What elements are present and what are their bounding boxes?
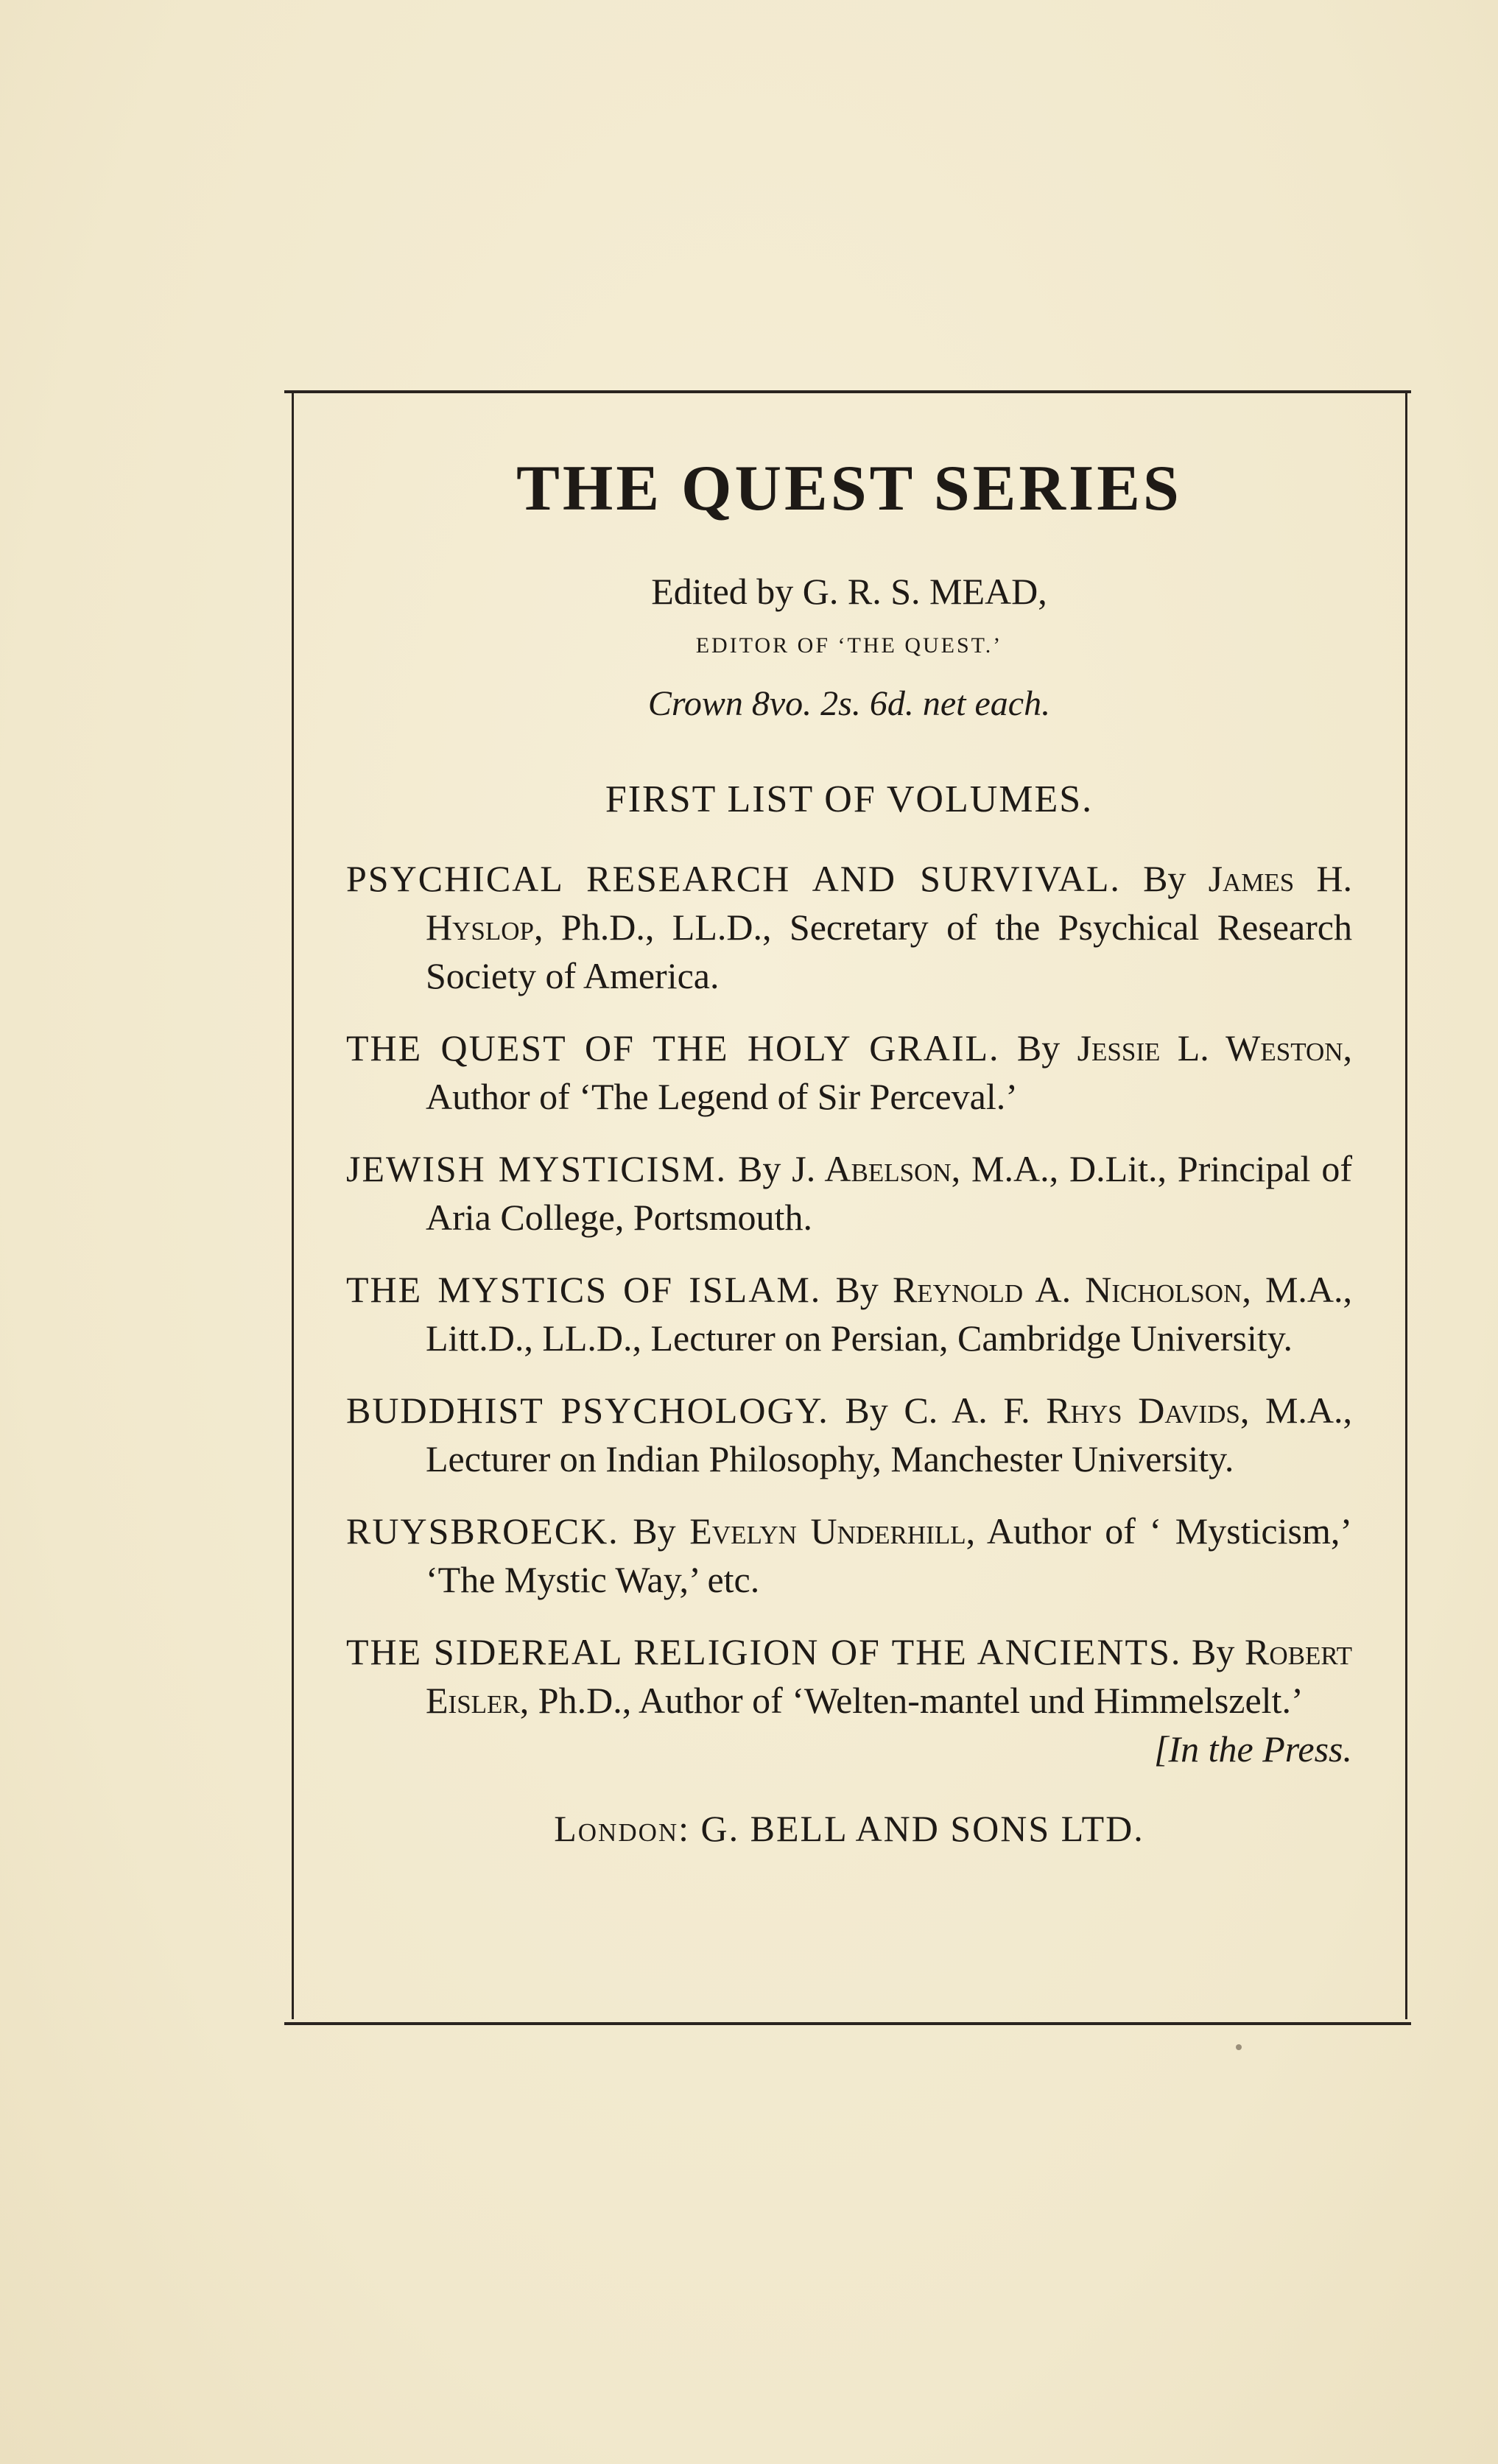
volume-details: , Author of ‘ Mysticism,’ ‘The Mystic Way,’ etc. bbox=[426, 1510, 1352, 1600]
price-line: Crown 8vo. 2s. 6d. net each. bbox=[647, 684, 1051, 723]
volume-entry bbox=[346, 1627, 1352, 1773]
volume-author: Evelyn Underhill bbox=[689, 1510, 966, 1552]
volume-by: By bbox=[1016, 1027, 1061, 1069]
volume-details: , M.A., D.Lit., Principal of Aria College, Portsmouth. bbox=[426, 1148, 1353, 1238]
volume-list bbox=[346, 854, 1352, 1773]
volume-details: , Author of ‘The Legend of Sir Perceval.’ bbox=[426, 1027, 1353, 1117]
volume-details: , Ph.D., LL.D., Secretary of the Psychical Research Society of America. bbox=[426, 907, 1352, 996]
volume-entry bbox=[346, 1144, 1352, 1242]
volume-entry bbox=[346, 1507, 1352, 1604]
editor-note: EDITOR OF ‘THE QUEST.’ bbox=[695, 633, 1003, 658]
volume-entry bbox=[346, 1265, 1352, 1362]
volume-author: Reynold A. Nicholson bbox=[892, 1269, 1242, 1310]
volume-entry bbox=[346, 854, 1352, 1000]
volume-author: Jessie L. Weston bbox=[1077, 1027, 1343, 1069]
volume-by: By bbox=[737, 1148, 781, 1189]
volume-details: , M.A., Lecturer on Indian Philosophy, Manchester University. bbox=[426, 1390, 1353, 1479]
volume-by: By bbox=[1143, 858, 1186, 899]
volume-by: By bbox=[835, 1269, 879, 1310]
volume-author: Robert Eisler bbox=[426, 1631, 1353, 1721]
imprint-city: London bbox=[554, 1808, 679, 1849]
volume-by: By bbox=[845, 1390, 888, 1431]
frame-rule-bottom bbox=[284, 2022, 1411, 2025]
publisher-imprint bbox=[346, 1810, 1352, 1847]
press-note: [In the Press. bbox=[1154, 1728, 1352, 1770]
volume-by: By bbox=[1192, 1631, 1235, 1672]
frame-rule-right bbox=[1405, 393, 1407, 2019]
volume-details: , M.A., Litt.D., LL.D., Lecturer on Persian, Cambridge University. bbox=[426, 1269, 1353, 1359]
list-heading: FIRST LIST OF VOLUMES. bbox=[605, 778, 1094, 820]
volume-title: THE SIDEREAL RELIGION OF THE ANCIENTS. bbox=[346, 1631, 1182, 1672]
volume-title: THE QUEST OF THE HOLY GRAIL. bbox=[346, 1027, 1000, 1069]
volume-author: James H. Hyslop bbox=[426, 858, 1353, 948]
imprint-publisher: : G. BELL AND SONS LTD. bbox=[678, 1808, 1144, 1849]
editor-line: Edited by G. R. S. MEAD, bbox=[651, 571, 1047, 612]
series-title: THE QUEST SERIES bbox=[516, 453, 1182, 524]
volume-entry bbox=[346, 1024, 1352, 1121]
volume-title: BUDDHIST PSYCHOLOGY. bbox=[346, 1390, 829, 1431]
volume-details: , Ph.D., Author of ‘Welten-mantel und Himmelszelt.’ bbox=[519, 1680, 1304, 1721]
volume-author: J. Abelson bbox=[792, 1148, 952, 1189]
frame-rule-top bbox=[284, 390, 1411, 393]
volume-title: RUYSBROECK. bbox=[346, 1510, 619, 1552]
volume-title: JEWISH MYSTICISM. bbox=[346, 1148, 728, 1189]
paper-speck bbox=[1236, 2044, 1242, 2050]
advertisement-panel bbox=[346, 453, 1353, 1849]
frame-rule-left bbox=[292, 393, 294, 2019]
volume-title: THE MYSTICS OF ISLAM. bbox=[346, 1269, 822, 1310]
volume-author: C. A. F. Rhys Davids bbox=[904, 1390, 1240, 1431]
volume-by: By bbox=[633, 1510, 676, 1552]
volume-entry bbox=[346, 1386, 1352, 1483]
volume-title: PSYCHICAL RESEARCH AND SURVIVAL. bbox=[346, 858, 1121, 899]
